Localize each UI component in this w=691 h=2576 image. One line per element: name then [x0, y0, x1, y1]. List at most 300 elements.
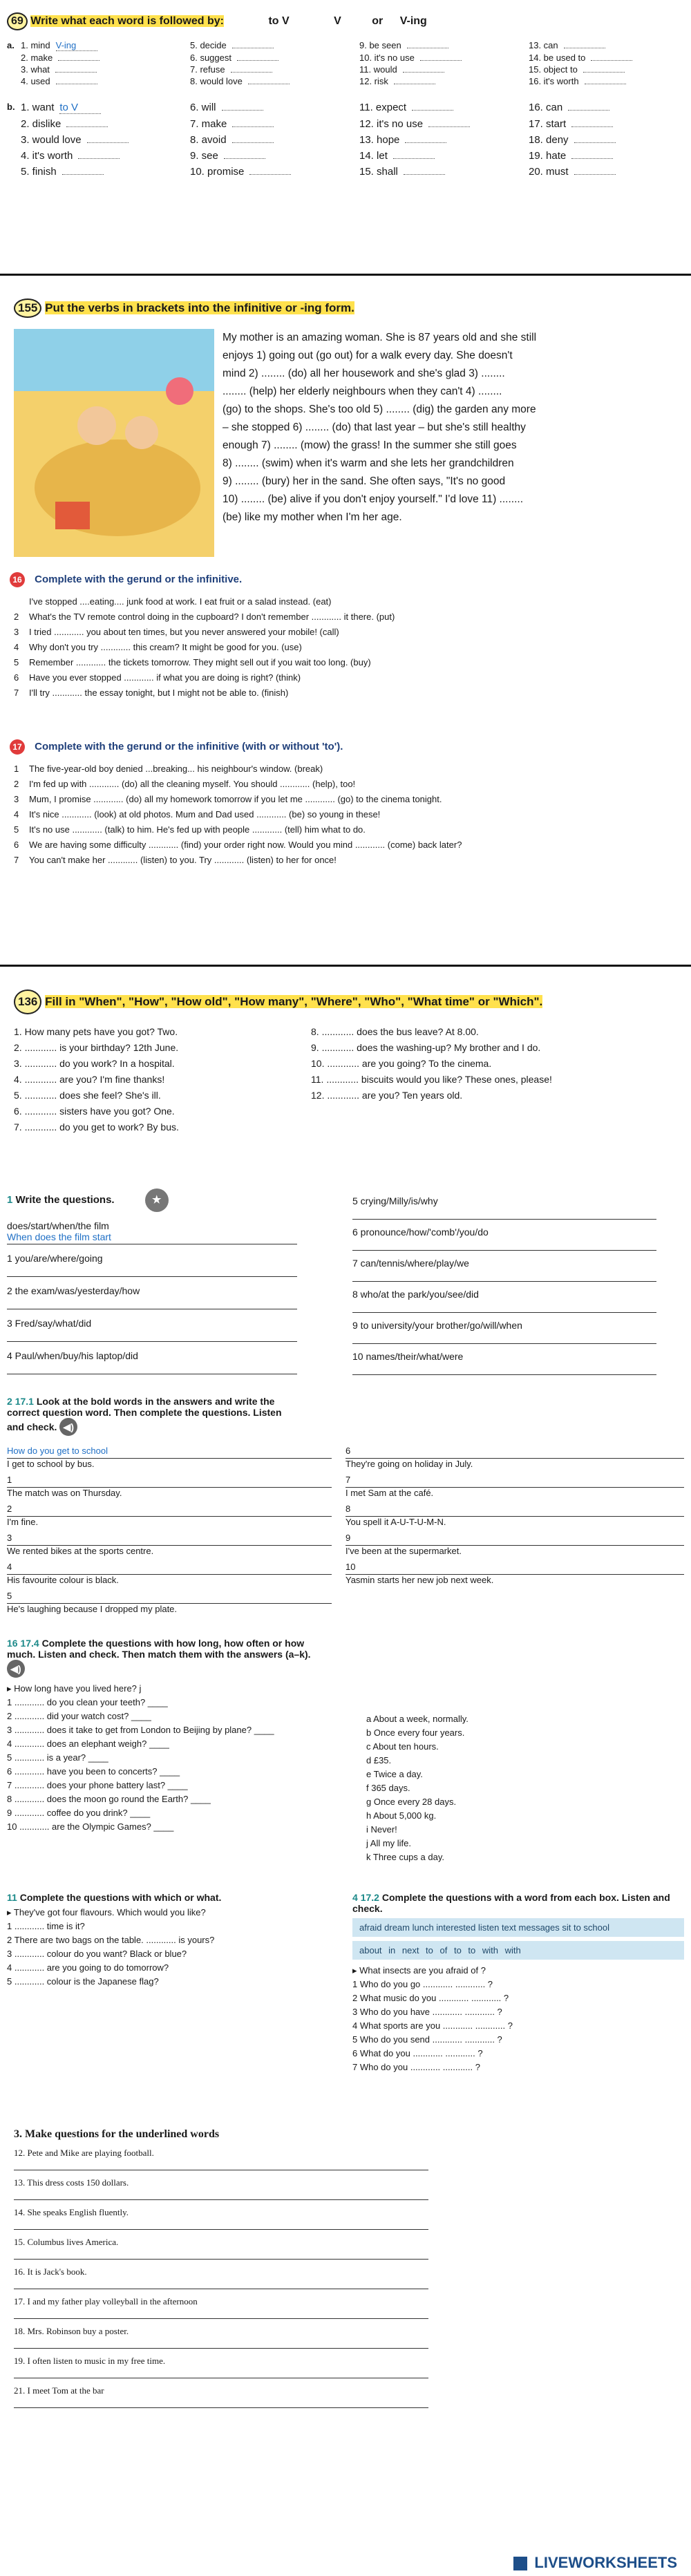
- answer-blank[interactable]: [249, 174, 291, 175]
- answer-blank[interactable]: [583, 72, 625, 73]
- answer-blank[interactable]: [412, 110, 453, 111]
- question-item: 10 ............ are the Olympic Games? ____: [7, 1821, 174, 1832]
- word-label: 7. refuse: [190, 64, 225, 75]
- word-label: 13. hope: [359, 134, 400, 146]
- question-line[interactable]: 10: [346, 1562, 684, 1575]
- question-line[interactable]: 4: [7, 1562, 332, 1575]
- star-icon: ★: [145, 1188, 169, 1212]
- list-item: [352, 1258, 684, 1282]
- answer-line[interactable]: When does the film start: [7, 1231, 297, 1244]
- prompt: 9 to university/your brother/go/will/when: [352, 1320, 522, 1331]
- list-item: [346, 1504, 684, 1527]
- answer-line[interactable]: [352, 1362, 656, 1375]
- answer-blank[interactable]: [232, 142, 274, 143]
- audio-play-icon[interactable]: ◀): [7, 1660, 25, 1678]
- answer-option: c About ten hours.: [366, 1741, 439, 1752]
- questions-column: [7, 1682, 366, 1864]
- word-label: 8. would love: [190, 76, 243, 86]
- word-item: [359, 53, 515, 63]
- list-item: [346, 1533, 684, 1556]
- prompt: 7 can/tennis/where/play/we: [352, 1258, 469, 1269]
- list-item: [7, 1220, 352, 1244]
- list-item: [346, 1475, 684, 1498]
- list-item: [346, 1446, 684, 1469]
- answer-line[interactable]: [14, 2396, 428, 2408]
- answer-line[interactable]: [14, 2367, 428, 2378]
- answer-text: I met Sam at the café.: [346, 1488, 434, 1498]
- word-label: 3. would love: [21, 134, 82, 146]
- word-item: [359, 134, 515, 146]
- left-column: [7, 1220, 352, 1374]
- answer-blank[interactable]: [571, 158, 613, 159]
- word-box-1: afraid dream lunch interested listen text messages sit to school: [352, 1918, 684, 1937]
- exercise-number: 11: [7, 1892, 17, 1903]
- exercise-number: 16: [7, 1638, 18, 1649]
- list-item: [14, 792, 680, 807]
- passage: [214, 329, 677, 557]
- answer-line[interactable]: [14, 2218, 428, 2230]
- question-item: 6. ............ sisters have you got? One.: [14, 1106, 175, 1117]
- item-list: [352, 1964, 684, 2074]
- exercise-155: [14, 299, 677, 557]
- divider: [0, 274, 691, 276]
- passage-line: 8) ........ (swim) when it's warm and she lets her grandchildren: [223, 457, 514, 469]
- question-line[interactable]: 8: [346, 1504, 684, 1517]
- question-item: 4 ............ does an elephant weigh? ____: [7, 1739, 169, 1749]
- list-item: [7, 1533, 332, 1556]
- exercise-3-make-questions: [14, 2128, 456, 2408]
- answer-text: I get to school by bus.: [7, 1459, 95, 1469]
- question-item: 6 What do you ............ ............ ?: [352, 2048, 483, 2058]
- item-number: 2: [14, 779, 19, 789]
- word-item: [21, 76, 176, 86]
- exercise-title: Complete the questions with a word from each box. Listen and check.: [352, 1892, 670, 1914]
- answer-text: They're going on holiday in July.: [346, 1459, 473, 1469]
- item-text: What's the TV remote control doing in the cupboard? I don't remember ............ it there. (put): [29, 612, 395, 622]
- sentence: 15. Columbus lives America.: [14, 2237, 119, 2247]
- answer-blank[interactable]: V-ing: [56, 40, 97, 51]
- answer-blank[interactable]: [58, 60, 100, 61]
- word-label: 20. must: [529, 166, 569, 178]
- word-item: [359, 76, 515, 86]
- word-label: 12. risk: [359, 76, 388, 86]
- word-item: [359, 64, 515, 75]
- answer-blank[interactable]: [568, 110, 609, 111]
- word-label: 16. can: [529, 102, 563, 113]
- list-item: [14, 670, 680, 685]
- word-label: 18. deny: [529, 134, 569, 146]
- prompt: 8 who/at the park/you/see/did: [352, 1289, 479, 1300]
- answer-text: I've been at the supermarket.: [346, 1546, 462, 1556]
- question-item: ▸ They've got four flavours. Which would you like?: [7, 1907, 206, 1917]
- item-number: 6: [14, 840, 19, 850]
- answer-line[interactable]: [352, 1300, 656, 1313]
- answer-blank[interactable]: [428, 126, 470, 127]
- part-a-label: a.: [7, 40, 15, 50]
- part-b-grid: [21, 102, 684, 178]
- word-item: [190, 150, 346, 162]
- word-label: 17. start: [529, 118, 567, 130]
- item-number: 3: [14, 627, 19, 637]
- answer-line[interactable]: [7, 1264, 297, 1277]
- word-label: 6. suggest: [190, 53, 231, 63]
- list-item: [14, 807, 680, 822]
- prompt: 4 Paul/when/buy/his laptop/did: [7, 1350, 138, 1361]
- word-item: [190, 134, 346, 146]
- question-item: 3 Who do you have ............ ............ ?: [352, 2007, 502, 2017]
- question-line[interactable]: 6: [346, 1446, 684, 1459]
- word-item: [359, 166, 515, 178]
- answer-line[interactable]: [7, 1329, 297, 1342]
- item-list: [14, 2148, 456, 2408]
- answer-line[interactable]: [352, 1238, 656, 1251]
- question-line[interactable]: How do you get to school: [7, 1446, 332, 1459]
- answer-blank[interactable]: [66, 126, 108, 127]
- passage-line: (be) like my mother when I'm her age.: [223, 511, 402, 523]
- answer-line[interactable]: [14, 2337, 428, 2349]
- word-label: 6. will: [190, 102, 216, 113]
- list-item: [14, 640, 680, 655]
- word-item: [21, 40, 176, 51]
- list-item: [14, 609, 680, 625]
- answer-blank[interactable]: to V: [59, 102, 101, 114]
- answer-text: He's laughing because I dropped my plate.: [7, 1604, 178, 1614]
- question-item: 11. ............ biscuits would you like? These ones, please!: [311, 1074, 552, 1085]
- exercise-2-question-words: [7, 1396, 684, 1614]
- item-number: 7: [14, 688, 19, 698]
- exercise-number: 16: [10, 572, 25, 587]
- answer-blank[interactable]: [62, 174, 104, 175]
- question-item: 2 What music do you ............ ............ ?: [352, 1993, 509, 2003]
- list-item: [352, 1195, 684, 1220]
- list-item: [14, 625, 680, 640]
- item-number: 3: [14, 794, 19, 804]
- exercise-title: Complete the questions with which or what.: [19, 1892, 222, 1903]
- answer-blank[interactable]: [237, 60, 278, 61]
- left-column: [14, 1024, 311, 1135]
- list-item: [352, 1289, 684, 1313]
- list-item: [7, 1591, 332, 1614]
- list-item: [352, 1227, 684, 1251]
- word-label: 1. want: [21, 102, 55, 113]
- answer-line[interactable]: [14, 2188, 428, 2200]
- left-column: [7, 1440, 332, 1614]
- word-label: 12. it's no use: [359, 118, 424, 130]
- word-label: 4. used: [21, 76, 50, 86]
- word-item: [190, 40, 346, 51]
- item-number: [14, 594, 29, 609]
- footer-brand: [513, 2554, 677, 2572]
- list-item: [352, 1351, 684, 1375]
- question-line[interactable]: 3: [7, 1533, 332, 1546]
- question-item: 2 There are two bags on the table. ............ is yours?: [7, 1935, 215, 1945]
- list-item: [14, 685, 680, 701]
- exercise-1-write-questions: [7, 1188, 684, 1375]
- word-label: 1. mind: [21, 40, 50, 50]
- answer-option: f 365 days.: [366, 1783, 410, 1793]
- audio-play-icon[interactable]: ◀): [59, 1418, 77, 1436]
- answer-blank[interactable]: [574, 142, 616, 143]
- question-item: 5 ............ colour is the Japanese flag?: [7, 1976, 159, 1987]
- question-item: 5 ............ is a year? ____: [7, 1752, 108, 1763]
- passage-line: mind 2) ........ (do) all her housework and she's glad 3) ........: [223, 368, 505, 379]
- answer-blank[interactable]: [571, 126, 613, 127]
- word-label: 5. decide: [190, 40, 227, 50]
- prompt: 1 you/are/where/going: [7, 1253, 103, 1264]
- list-item: [14, 2177, 456, 2200]
- word-item: [529, 150, 684, 162]
- answer-line[interactable]: [352, 1269, 656, 1282]
- word-label: 4. it's worth: [21, 150, 73, 162]
- word-label: 15. shall: [359, 166, 398, 178]
- answer-blank[interactable]: [222, 110, 263, 111]
- answer-line[interactable]: [352, 1206, 656, 1220]
- answer-blank[interactable]: [591, 60, 632, 61]
- list-item: [7, 1253, 352, 1277]
- answer-line[interactable]: [14, 2159, 428, 2170]
- item-text: It's no use ............ (talk) to him. He's fed up with people ............ (tell) him what to do.: [29, 824, 366, 835]
- exercise-number: 2: [7, 1396, 12, 1407]
- item-text: I'll try ............ the essay tonight, but I might not be able to. (finish): [29, 688, 289, 698]
- exercise-17: [10, 739, 680, 868]
- exercise-title: Look at the bold words in the answers and write the correct question word. Then complete the questions. Listen and check.: [7, 1396, 282, 1432]
- answer-line[interactable]: [14, 2248, 428, 2260]
- answer-text: We rented bikes at the sports centre.: [7, 1546, 154, 1556]
- item-list: [10, 594, 680, 701]
- part-b-label: b.: [7, 102, 15, 112]
- option-4: V-ing: [399, 15, 427, 27]
- item-number: 4: [14, 809, 19, 820]
- exercise-number: 136: [14, 989, 41, 1014]
- answer-blank[interactable]: [574, 174, 616, 175]
- passage-line: (go) to the shops. She's too old 5) ........ (dig) the garden any more: [223, 404, 536, 415]
- exercise-title: Write what each word is followed by:: [30, 15, 224, 27]
- list-item: [14, 2385, 456, 2408]
- word-label: 14. be used to: [529, 53, 586, 63]
- right-column: [352, 1188, 684, 1375]
- prompt: 2 the exam/was/yesterday/how: [7, 1285, 140, 1296]
- word-item: [190, 76, 346, 86]
- question-item: 7. ............ do you get to work? By bus.: [14, 1121, 179, 1133]
- question-line[interactable]: 2: [7, 1504, 332, 1517]
- passage-line: 10) ........ (be) alive if you don't enjoy yourself." I'd love 11) ........: [223, 493, 523, 505]
- answer-option: e Twice a day.: [366, 1769, 423, 1779]
- question-item: 5 Who do you send ............ ............ ?: [352, 2034, 502, 2045]
- passage-line: enjoys 1) going out (go out) for a walk every day. She doesn't: [223, 350, 513, 361]
- word-label: 11. would: [359, 64, 397, 75]
- answer-line[interactable]: [352, 1331, 656, 1344]
- question-item: 9. ............ does the washing-up? My brother and I do.: [311, 1042, 541, 1053]
- item-number: 2: [14, 612, 19, 622]
- answer-option: b Once every four years.: [366, 1727, 465, 1738]
- answer-option: k Three cups a day.: [366, 1852, 444, 1862]
- exercise-4: [352, 1892, 684, 2074]
- question-line[interactable]: 1: [7, 1475, 332, 1488]
- item-list: [7, 1906, 352, 1989]
- question-item: 3 ............ does it take to get from London to Beijing by plane? ____: [7, 1725, 274, 1735]
- beach-illustration: [14, 329, 214, 557]
- item-number: 1: [14, 764, 19, 774]
- answer-blank[interactable]: [78, 158, 120, 159]
- answer-line[interactable]: [7, 1361, 297, 1374]
- question-item: 2 ............ did your watch cost? ____: [7, 1711, 151, 1721]
- answer-blank[interactable]: [393, 158, 435, 159]
- exercise-title: 3. Make questions for the underlined words: [14, 2128, 220, 2140]
- answer-blank[interactable]: [404, 174, 445, 175]
- question-line[interactable]: 9: [346, 1533, 684, 1546]
- item-list: [10, 761, 680, 868]
- answer-option: h About 5,000 kg.: [366, 1810, 437, 1821]
- answer-line[interactable]: [7, 1296, 297, 1309]
- word-item: [529, 102, 684, 114]
- passage-line: ........ (help) her elderly neighbours when they can't 4) ........: [223, 386, 502, 397]
- answer-blank[interactable]: [403, 72, 444, 73]
- item-text: It's nice ............ (look) at old photos. Mum and Dad used ............ (be) so young in these!: [29, 809, 381, 820]
- question-item: 4. ............ are you? I'm fine thanks!: [14, 1074, 165, 1085]
- prompt: 6 pronounce/how/'comb'/you/do: [352, 1227, 489, 1238]
- answer-option: g Once every 28 days.: [366, 1797, 457, 1807]
- answer-text: Yasmin starts her new job next week.: [346, 1575, 494, 1585]
- answer-line[interactable]: [14, 2307, 428, 2319]
- item-text: We are having some difficulty ............ (find) your order right now. Would you mind ............ (come) back later?: [29, 840, 462, 850]
- answer-text: The match was on Thursday.: [7, 1488, 122, 1498]
- question-item: 3. ............ do you work? In a hospital.: [14, 1058, 175, 1069]
- list-item: [7, 1350, 352, 1374]
- word-label: 19. hate: [529, 150, 567, 162]
- question-line[interactable]: 7: [346, 1475, 684, 1488]
- question-item: 1 ............ do you clean your teeth? ____: [7, 1697, 168, 1707]
- exercise-number: 69: [7, 12, 28, 30]
- answer-option: i Never!: [366, 1824, 397, 1835]
- question-item: 4 ............ are you going to do tomorrow?: [7, 1962, 169, 1973]
- item-number: 5: [14, 657, 19, 667]
- word-item: [190, 166, 346, 178]
- audio-track: 17.1: [15, 1396, 34, 1407]
- sentence: 21. I meet Tom at the bar: [14, 2385, 104, 2396]
- item-number: 4: [14, 642, 19, 652]
- word-label: 8. avoid: [190, 134, 227, 146]
- question-line[interactable]: 5: [7, 1591, 332, 1604]
- exercise-16-how-long: [7, 1638, 684, 1864]
- list-item: [14, 853, 680, 868]
- word-item: [21, 102, 176, 114]
- list-item: [7, 1446, 332, 1469]
- question-item: 2. ............ is your birthday? 12th June.: [14, 1042, 179, 1053]
- audio-track: 17.2: [360, 1892, 379, 1903]
- item-text: I tried ............ you about ten times, but you never answered your mobile! (call): [29, 627, 339, 637]
- word-label: 7. make: [190, 118, 227, 130]
- sentence: 12. Pete and Mike are playing football.: [14, 2148, 154, 2158]
- answers-column: [366, 1682, 684, 1864]
- prompt: does/start/when/the film: [7, 1220, 109, 1231]
- exercises-11-and-4: [7, 1892, 684, 2074]
- word-label: 15. object to: [529, 64, 578, 75]
- answer-blank[interactable]: [231, 72, 272, 73]
- list-item: [346, 1562, 684, 1585]
- answer-blank[interactable]: [420, 60, 462, 61]
- word-item: [529, 166, 684, 178]
- word-item: [21, 64, 176, 75]
- word-item: [21, 150, 176, 162]
- exercise-title: Complete with the gerund or the infinitive (with or without 'to').: [35, 741, 343, 752]
- exercise-title: Write the questions.: [15, 1193, 115, 1206]
- word-item: [21, 53, 176, 63]
- item-text: You can't make her ............ (listen) to you. Try ............ (listen) to her for once!: [29, 855, 337, 865]
- question-item: 10. ............ are you going? To the cinema.: [311, 1058, 492, 1069]
- word-item: [529, 118, 684, 130]
- answer-blank[interactable]: [55, 72, 97, 73]
- word-box-2: about in next to of to to with with: [352, 1941, 684, 1960]
- list-item: [14, 2326, 456, 2349]
- list-item: [14, 822, 680, 837]
- sentence: 19. I often listen to music in my free time.: [14, 2356, 166, 2366]
- exercise-title: Fill in "When", "How", "How old", "How many", "Where", "Who", "What time" or "Which".: [45, 995, 543, 1008]
- list-item: [7, 1318, 352, 1342]
- answer-option: d £35.: [366, 1755, 392, 1765]
- word-label: 14. let: [359, 150, 388, 162]
- passage-line: My mother is an amazing woman. She is 87 years old and she still: [223, 332, 537, 343]
- question-item: 1 Who do you go ............ ............ ?: [352, 1979, 493, 1989]
- question-item: ▸ How long have you lived here? j: [7, 1683, 142, 1694]
- exercise-number: 1: [7, 1193, 13, 1206]
- answer-text: His favourite colour is black.: [7, 1575, 119, 1585]
- sentence: 16. It is Jack's book.: [14, 2266, 87, 2277]
- list-item: [14, 2296, 456, 2319]
- word-label: 5. finish: [21, 166, 57, 178]
- part-a-grid: [21, 40, 684, 86]
- list-item: [352, 1320, 684, 1344]
- answer-line[interactable]: [14, 2277, 428, 2289]
- item-text: Remember ............ the tickets tomorrow. They might sell out if you wait too long. (buy): [29, 657, 371, 667]
- option-3: or: [372, 15, 384, 27]
- question-item: 4 What sports are you ............ ............ ?: [352, 2020, 513, 2031]
- answer-blank[interactable]: [405, 142, 446, 143]
- list-item: [14, 2237, 456, 2260]
- list-item: [7, 1475, 332, 1498]
- list-item: [14, 837, 680, 853]
- sentence: 18. Mrs. Robinson buy a poster.: [14, 2326, 129, 2336]
- word-item: [359, 40, 515, 51]
- word-label: 9. be seen: [359, 40, 401, 50]
- exercise-number: 155: [14, 299, 41, 318]
- word-item: [529, 76, 684, 86]
- word-item: [21, 118, 176, 130]
- answer-blank[interactable]: [87, 142, 129, 143]
- list-item: [14, 2356, 456, 2378]
- answer-text: I'm fine.: [7, 1517, 39, 1527]
- item-text: Mum, I promise ............ (do) all my homework tomorrow if you let me ............ (go) to the cinema tonight.: [29, 794, 442, 804]
- word-label: 2. make: [21, 53, 53, 63]
- word-label: 9. see: [190, 150, 218, 162]
- exercise-title: Put the verbs in brackets into the infinitive or -ing form.: [45, 301, 354, 314]
- question-item: 1 ............ time is it?: [7, 1921, 85, 1931]
- answer-blank[interactable]: [224, 158, 265, 159]
- item-number: 5: [14, 824, 19, 835]
- word-label: 3. what: [21, 64, 50, 75]
- list-item: [14, 2207, 456, 2230]
- sentence: 14. She speaks English fluently.: [14, 2207, 129, 2217]
- list-item: [14, 2266, 456, 2289]
- item-text: The five-year-old boy denied ...breaking... his neighbour's window. (break): [29, 764, 323, 774]
- answer-blank[interactable]: [232, 126, 274, 127]
- sentence: 17. I and my father play volleyball in the afternoon: [14, 2296, 198, 2307]
- exercise-69: [7, 12, 684, 178]
- question-item: ▸ What insects are you afraid of ?: [352, 1965, 486, 1976]
- word-item: [529, 40, 684, 51]
- question-item: 6 ............ have you been to concerts? ____: [7, 1766, 180, 1777]
- item-text: Have you ever stopped ............ if what you are doing is right? (think): [29, 672, 301, 683]
- list-item: [14, 777, 680, 792]
